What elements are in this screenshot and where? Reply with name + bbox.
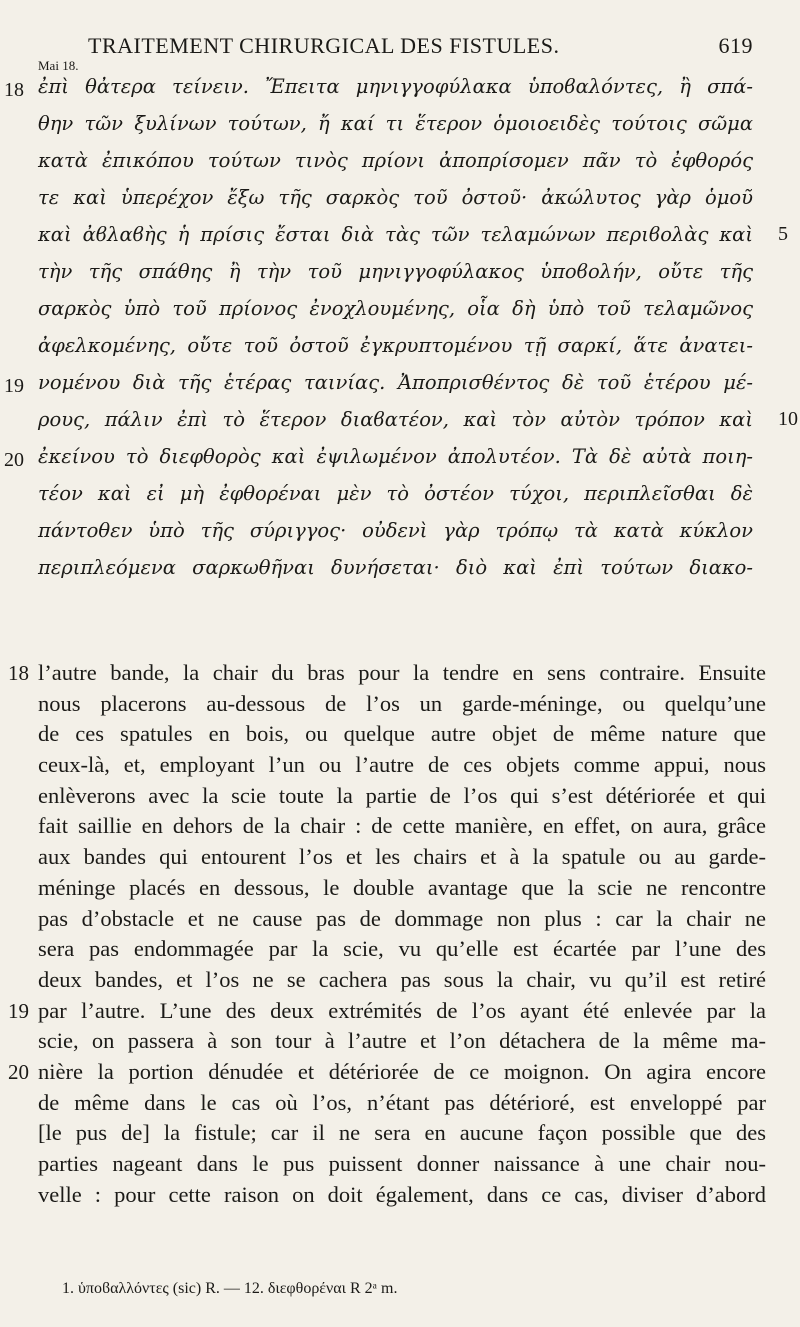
greek-line — [4, 364, 763, 401]
french-line — [8, 781, 788, 812]
greek-text-block — [4, 58, 798, 586]
greek-line-text: νομένου διὰ τῆς ἑτέρας ταινίας. Ἀποπρισθέντος δὲ τοῦ ἑτέρου μέ- — [38, 371, 753, 394]
french-line-text: fait saillie en dehors de la chair : de cette manière, en effet, on aura, grâce — [38, 813, 766, 839]
greek-line-text: ἀφελκομένης, οὔτε τοῦ ὀστοῦ ἐγκρυπτομένου τῇ σαρκί, ἅτε ἀνατει- — [38, 334, 753, 357]
greek-line-text: ἐκείνου τὸ διεφθορὸς καὶ ἐψιλωμένον ἀπολυτέον. Τὰ δὲ αὐτὰ ποιη- — [38, 445, 753, 468]
greek-line-text: ρους, πάλιν ἐπὶ τὸ ἕτερον διαϐατέον, καὶ τὸν αὐτὸν τρόπον καὶ — [38, 408, 753, 431]
french-line — [8, 1149, 788, 1180]
french-line — [8, 811, 788, 842]
french-line — [8, 719, 788, 750]
running-header — [88, 33, 753, 59]
french-line — [8, 904, 788, 935]
french-line-text: [le pus de] la fistule; car il ne sera en aucune façon possible que des — [38, 1120, 766, 1146]
page-number: 619 — [718, 33, 753, 58]
chapter-marker: 19 — [4, 375, 24, 397]
chapter-marker: 18 — [4, 79, 24, 101]
greek-line — [4, 438, 763, 475]
french-line — [8, 1057, 788, 1088]
french-line-text: par l’autre. L’une des deux extrémités de l’os ayant été enlevée par la — [38, 997, 766, 1023]
french-line-text: deux bandes, et l’os ne se cachera pas sous la chair, vu qu’il est retiré — [38, 966, 766, 992]
french-line-text: de ces spatules en bois, ou quelque autre objet de même nature que — [38, 721, 766, 747]
greek-line-text: σαρκὸς ὑπὸ τοῦ πρίονος ἐνοχλουμένης, οἷα δὴ ὑπὸ τοῦ τελαμῶνος — [38, 297, 753, 320]
french-line — [8, 689, 788, 720]
chapter-marker: 20 — [4, 449, 24, 471]
french-line — [8, 1088, 788, 1119]
greek-line — [38, 512, 763, 549]
greek-line-text: κατὰ ἐπικόπου τούτων τινὸς πρίονι ἀποπρίσομεν πᾶν τὸ ἐφθορός — [38, 149, 753, 172]
french-line — [8, 750, 788, 781]
greek-line — [38, 475, 763, 512]
greek-line-text: καὶ ἀϐλαϐὴς ἡ πρίσις ἔσται διὰ τὰς τῶν τελαμώνων περιϐολὰς καὶ — [38, 223, 753, 246]
french-line-text: aux bandes qui entourent l’os et les chairs et à la spatule ou au garde- — [38, 844, 766, 870]
greek-line-text: περιπλεόμενα σαρκωθῆναι δυνήσεται· διὸ καὶ ἐπὶ τούτων διακο- — [38, 556, 753, 579]
greek-line-text: τὴν τῆς σπάθης ἢ τὴν τοῦ μηνιγγοφύλακος ὑποϐολήν, οὔτε τῆς — [38, 260, 753, 283]
greek-line — [38, 401, 798, 438]
running-title: TRAITEMENT CHIRURGICAL DES FISTULES. — [88, 33, 560, 58]
french-line — [8, 934, 788, 965]
greek-line — [38, 105, 763, 142]
french-line — [8, 658, 788, 689]
footnote: 1. ὑποϐαλλόντες (sic) R. — 12. διεφθορέναι R 2ᵃ m. — [62, 1280, 398, 1297]
french-line — [8, 1118, 788, 1149]
french-translation-block — [8, 658, 788, 1210]
line-number: 5 — [778, 223, 788, 245]
greek-line — [4, 68, 763, 105]
french-line — [8, 996, 788, 1027]
greek-line — [38, 327, 763, 364]
greek-line — [38, 290, 763, 327]
french-line-text: nous placerons au-dessous de l’os un garde-méninge, ou quelqu’une — [38, 690, 766, 716]
greek-line — [38, 253, 763, 290]
french-line-text: méninge placés en dessous, le double avantage que la scie ne rencontre — [38, 874, 766, 900]
chapter-marker: 20 — [8, 1059, 29, 1084]
french-line — [8, 965, 788, 996]
date-marker: Mai 18. — [38, 58, 79, 73]
french-line-text: enlèverons avec la scie toute la partie de l’os qui s’est détériorée et qui — [38, 782, 766, 808]
chapter-marker: 18 — [8, 661, 29, 685]
greek-line-text: πάντοθεν ὑπὸ τῆς σύριγγος· οὐδενὶ γὰρ τρόπῳ τὰ κατὰ κύκλον — [38, 519, 753, 542]
greek-line — [38, 142, 763, 179]
french-line-text: scie, on passera à son tour à l’autre et l’on détachera de la même ma- — [38, 1028, 766, 1054]
line-number: 10 — [778, 408, 798, 430]
french-line-text: pas d’obstacle et ne cause pas de dommage non plus : car la chair ne — [38, 905, 766, 931]
french-line — [8, 1026, 788, 1057]
greek-line-text: ἐπὶ θἀτερα τείνειν. Ἔπειτα μηνιγγοφύλακα ὑποϐαλόντες, ἢ σπά- — [38, 75, 753, 98]
french-line — [8, 842, 788, 873]
french-line-text: ceux-là, et, employant l’un ou l’autre de ces objets comme appui, nous — [38, 752, 766, 778]
greek-line-text: θην τῶν ξυλίνων τούτων, ἤ καί τι ἕτερον ὁμοιοειδὲς τούτοις σῶμα — [38, 112, 753, 135]
greek-line — [38, 216, 788, 253]
french-line-text: de même dans le cas où l’os, n’étant pas détérioré, est enveloppé par — [38, 1089, 766, 1115]
chapter-marker: 19 — [8, 998, 29, 1023]
greek-line-text: τέον καὶ εἰ μὴ ἐφθορέναι μὲν τὸ ὀστέον τύχοι, περιπλεῖσθαι δὲ — [38, 482, 753, 505]
french-line-text: l’autre bande, la chair du bras pour la tendre en sens contraire. Ensuite — [38, 660, 766, 685]
french-line-text: parties nageant dans le pus puissent donner naissance à une chair nou- — [38, 1151, 766, 1176]
french-line-text: nière la portion dénudée et détériorée de ce moignon. On agira encore — [38, 1058, 766, 1084]
greek-line — [38, 179, 763, 216]
greek-line-text: τε καὶ ὑπερέχον ἔξω τῆς σαρκὸς τοῦ ὀστοῦ· ἀκώλυτος γὰρ ὁμοῦ — [38, 186, 753, 209]
french-line — [8, 873, 788, 904]
french-line — [8, 1180, 788, 1211]
greek-line — [38, 549, 763, 586]
french-line-text: sera pas endommagée par la scie, vu qu’elle est écartée par l’une des — [38, 936, 766, 962]
french-line-text: velle : pour cette raison on doit également, dans ce cas, diviser d’abord — [38, 1181, 766, 1207]
